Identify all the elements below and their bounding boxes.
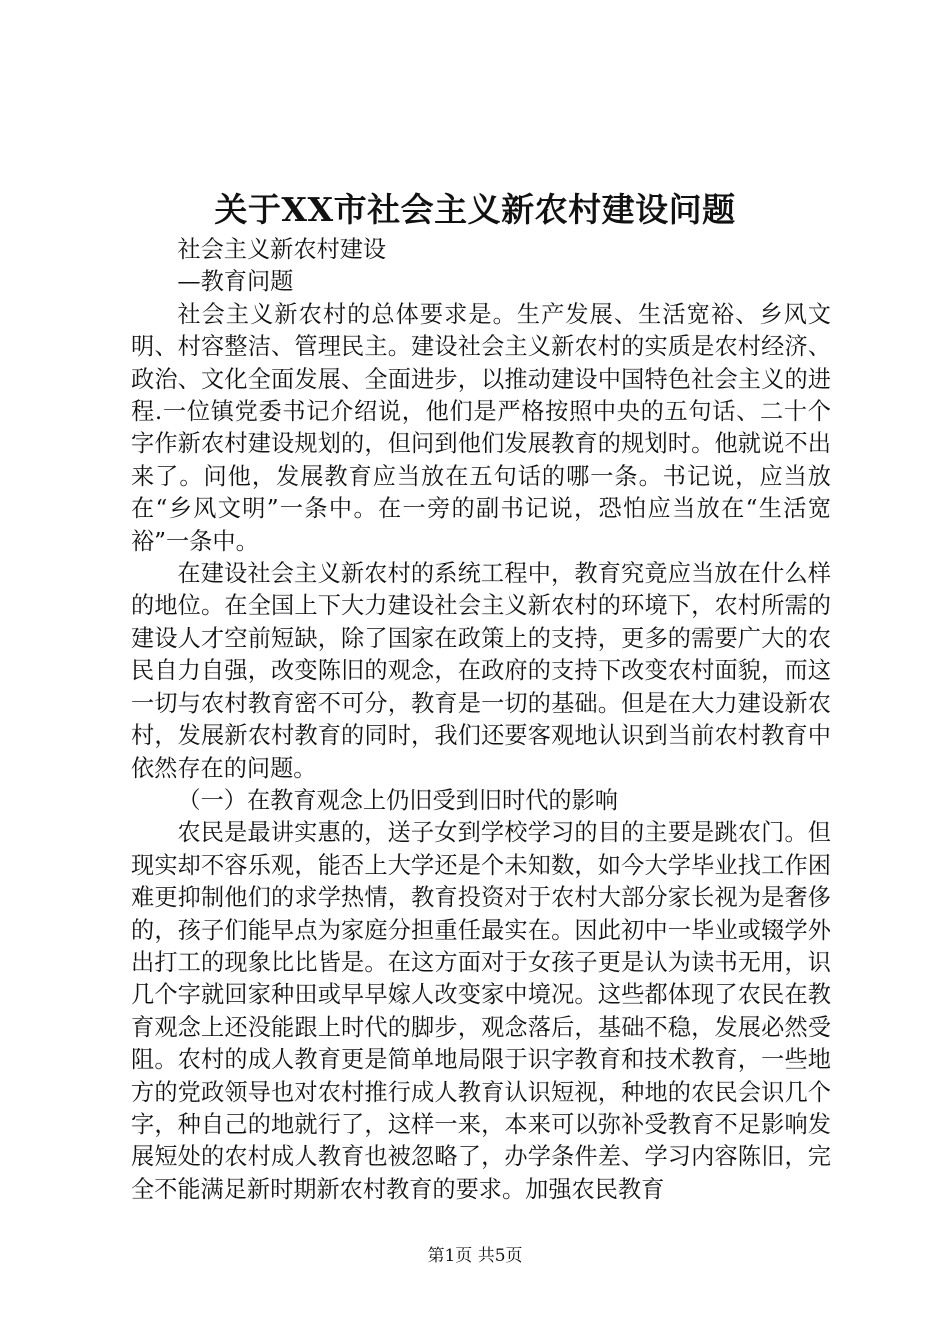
body-paragraph: 在建设社会主义新农村的系统工程中，教育究竟应当放在什么样的地位。在全国上下大力建设社会主义新农村的环境下，农村所需的建设人才空前短缺，除了国家在政策上的支持，更多的需要广大的农民自力自强，改变陈旧的观念，在政府的支持下改变农村面貌，而这一切与农村教育密不可分，教育是一切的基础。但是在大力建设新农村，发展新农村教育的同时，我们还要客观地认识到当前农村教育中依然存在的问题。 [131, 560, 831, 782]
subtitle-line: 社会主义新农村建设 [177, 236, 387, 263]
body-paragraph: 社会主义新农村的总体要求是。生产发展、生活宽裕、乡风文明、村容整洁、管理民主。建设社会主义新农村的实质是农村经济、政治、文化全面发展、全面进步，以推动建设中国特色社会主义的进程.一位镇党委书记介绍说，他们是严格按照中央的五句话、二十个字作新农村建设规划的，但问到他们发展教育的规划时。他就说不出来了。问他，发展教育应当放在五句话的哪一条。书记说，应当放在“乡风文明”一条中。在一旁的副书记说，恐怕应当放在“生活宽裕”一条中。 [131, 300, 831, 555]
subtitle-line: —教育问题 [177, 268, 294, 296]
section-heading: （一）在教育观念上仍旧受到旧时代的影响 [177, 786, 618, 814]
page-footer: 第1页 共5页 [427, 1246, 523, 1266]
document-body [131, 234, 831, 1206]
body-paragraph: 农民是最讲实惠的，送子女到学校学习的目的主要是跳农门。但现实却不容乐观，能否上大学还是个未知数，如今大学毕业找工作困难更抑制他们的求学热情，教育投资对于农村大部分家长视为是奢侈的，孩子们能早点为家庭分担重任最实在。因此初中一毕业或辍学外出打工的现象比比皆是。在这方面对于女孩子更是认为读书无用，识几个字就回家种田或早早嫁人改变家中境况。这些都体现了农民在教育观念上还没能跟上时代的脚步，观念落后，基础不稳，发展必然受阻。农村的成人教育更是简单地局限于识字教育和技术教育，一些地方的党政领导也对农村推行成人教育认识短视，种地的农民会识几个字，种自己的地就行了，这样一来，本来可以弥补受教育不足影响发展短处的农村成人教育也被忽略了，办学条件差、学习内容陈旧，完全不能满足新时期新农村教育的要求。加强农民教育 [131, 819, 831, 1203]
document-title: 关于XX市社会主义新农村建设问题 [214, 190, 736, 229]
